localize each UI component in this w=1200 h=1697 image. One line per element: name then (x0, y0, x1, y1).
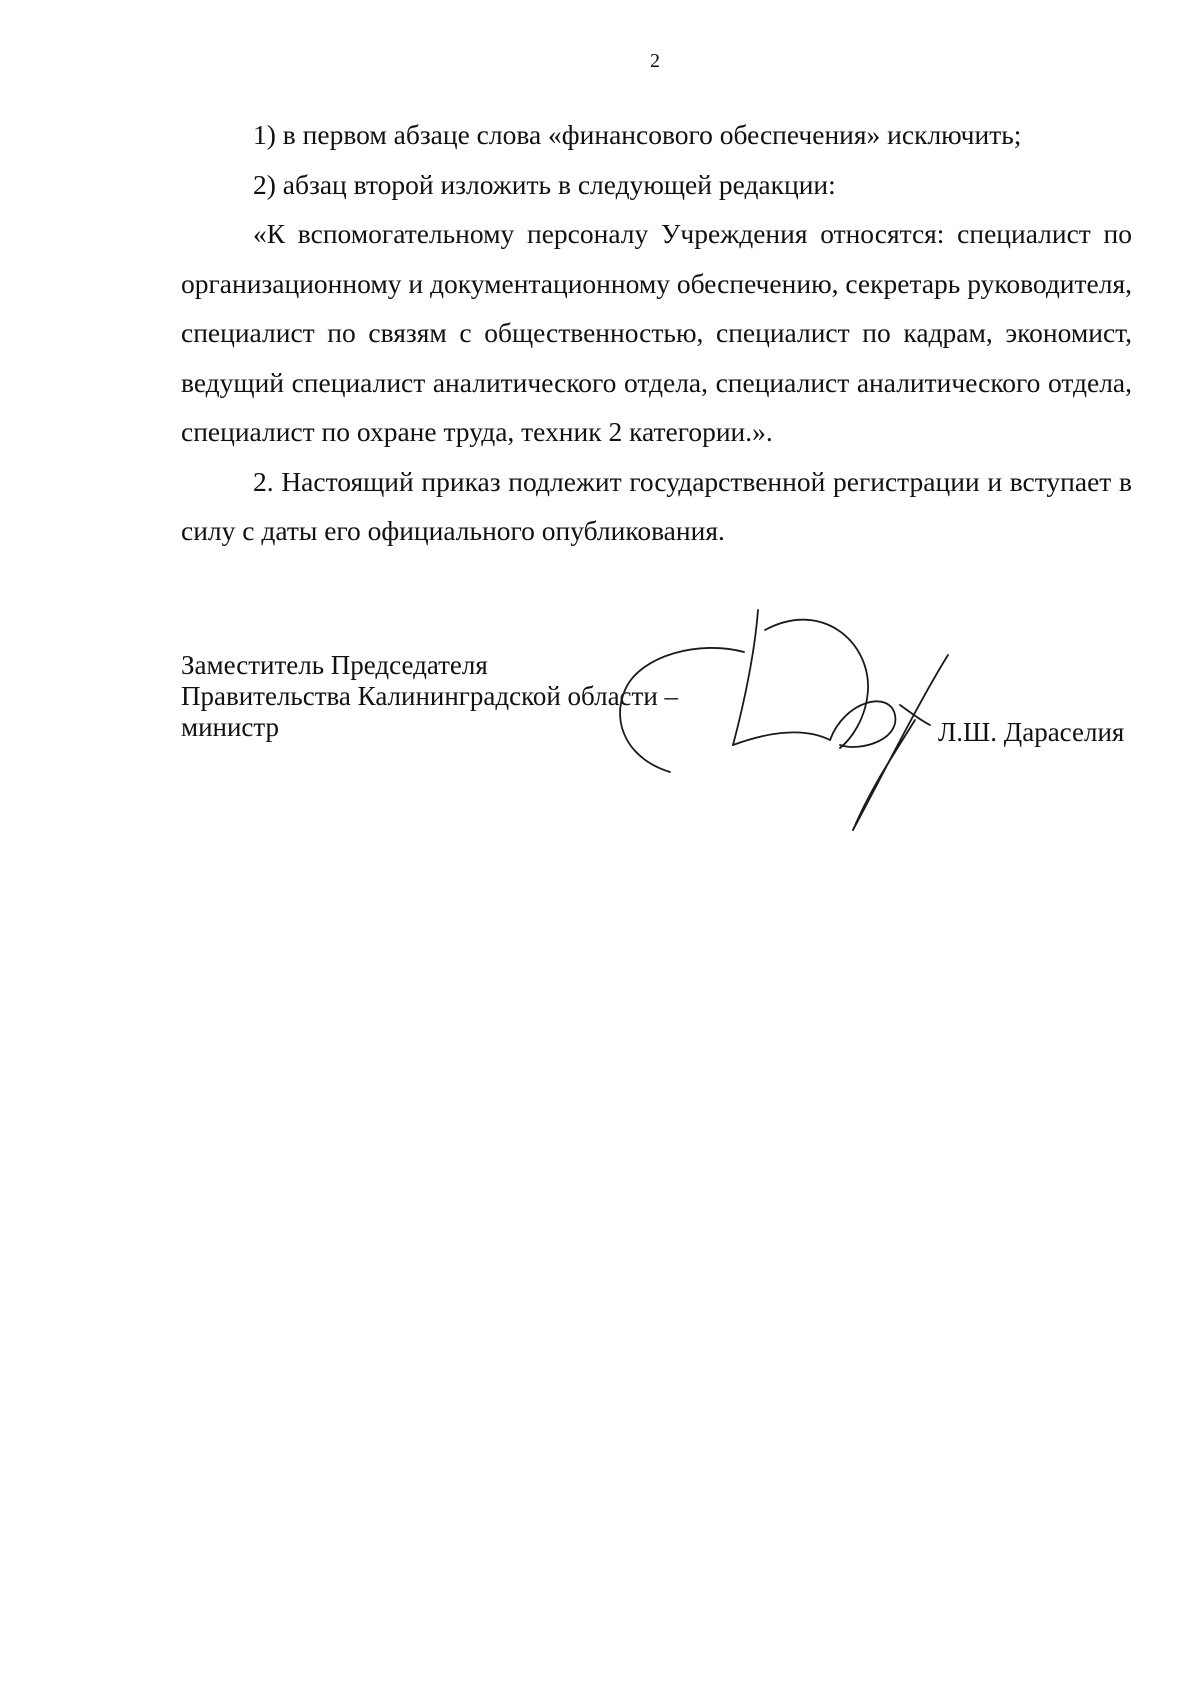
signatory-title-line-2: Правительства Калининградской области – (181, 681, 679, 711)
signatory-title-line-1: Заместитель Председателя (181, 650, 488, 680)
document-body (181, 110, 1132, 556)
amendment-item-2: 2) абзац второй изложить в следующей редакции: (253, 168, 836, 200)
amendment-item-1: 1) в первом абзаце слова «финансового обеспечения» исключить; (253, 119, 1022, 150)
page-number: 2 (650, 50, 660, 72)
amendment-quote: «К вспомогательному персоналу Учреждения относятся: специалист по организационному и документационному обеспечению, секретарь руководителя, специалист по связям с общественностью, специалист по кадрам, экономист, ведущий специалист аналитического отдела, специалист аналитического отдела, специалист по охране труда, техник 2 категории.». (181, 218, 1132, 447)
order-clause-2: 2. Настоящий приказ подлежит государственной регистрации и вступает в силу с даты его официального опубликования. (181, 465, 1132, 546)
signatory-name: Л.Ш. Дараселия (938, 717, 1125, 747)
signatory-title (181, 650, 678, 743)
signatory-title-line-3: министр (181, 712, 280, 742)
